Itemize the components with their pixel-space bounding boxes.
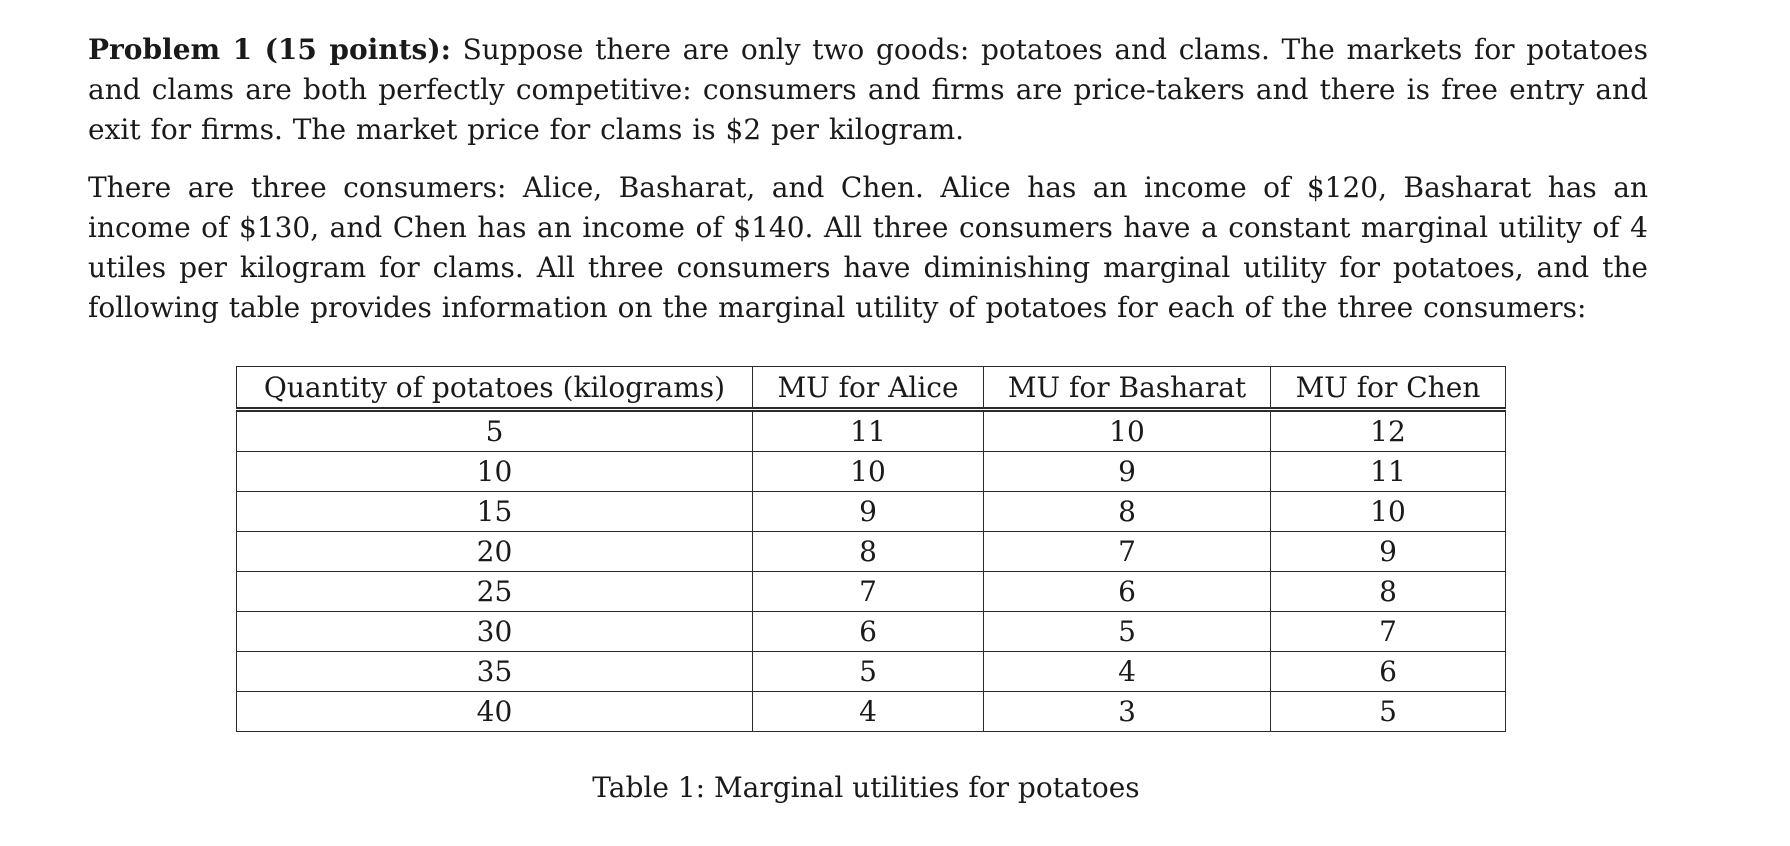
- table-cell: 15: [237, 492, 753, 532]
- header-quantity: Quantity of potatoes (kilograms): [237, 367, 753, 410]
- table-row: [237, 452, 1506, 492]
- table-cell: 8: [984, 492, 1271, 532]
- header-mu-alice: MU for Alice: [753, 367, 984, 410]
- header-mu-basharat: MU for Basharat: [984, 367, 1271, 410]
- table-cell: 12: [1271, 410, 1506, 452]
- table-caption: Table 1: Marginal utilities for potatoes: [592, 771, 1140, 804]
- table-cell: 10: [753, 452, 984, 492]
- table-cell: 11: [753, 410, 984, 452]
- problem-text: [88, 30, 1648, 346]
- table-cell: 10: [1271, 492, 1506, 532]
- table-cell: 6: [753, 612, 984, 652]
- table-cell: 25: [237, 572, 753, 612]
- marginal-utility-table: [236, 366, 1506, 732]
- table-cell: 3: [984, 692, 1271, 732]
- table-row: [237, 652, 1506, 692]
- table-cell: 10: [984, 410, 1271, 452]
- table-cell: 35: [237, 652, 753, 692]
- table-cell: 4: [984, 652, 1271, 692]
- table-cell: 20: [237, 532, 753, 572]
- table-cell: 9: [1271, 532, 1506, 572]
- table-cell: 5: [237, 410, 753, 452]
- table-cell: 6: [984, 572, 1271, 612]
- table-cell: 9: [984, 452, 1271, 492]
- table-cell: 7: [984, 532, 1271, 572]
- table-cell: 5: [1271, 692, 1506, 732]
- table-cell: 40: [237, 692, 753, 732]
- table-row: [237, 692, 1506, 732]
- intro-text: Suppose there are only two goods: potatoes and clams. The markets for potatoes and clams are both perfectly competitive: consumers and firms are price-takers and there is free entry and exit for firms. The market price for clams is $2 per kilogram.: [88, 33, 1648, 146]
- table-cell: 11: [1271, 452, 1506, 492]
- table-cell: 8: [753, 532, 984, 572]
- intro-paragraph: [88, 30, 1648, 150]
- table-body: [237, 410, 1506, 732]
- table-cell: 5: [753, 652, 984, 692]
- table-cell: 7: [1271, 612, 1506, 652]
- table-header-row: [237, 367, 1506, 410]
- table-row: [237, 532, 1506, 572]
- table-container: [236, 366, 1506, 804]
- table-cell: 8: [1271, 572, 1506, 612]
- table-row: [237, 492, 1506, 532]
- header-mu-chen: MU for Chen: [1271, 367, 1506, 410]
- table-cell: 30: [237, 612, 753, 652]
- table-cell: 4: [753, 692, 984, 732]
- table-row: [237, 410, 1506, 452]
- table-cell: 5: [984, 612, 1271, 652]
- table-cell: 9: [753, 492, 984, 532]
- problem-heading: Problem 1 (15 points):: [88, 33, 451, 66]
- table-cell: 7: [753, 572, 984, 612]
- consumers-paragraph: There are three consumers: Alice, Basharat, and Chen. Alice has an income of $120, Basharat has an income of $130, and Chen has an income of $140. All three consumers have a constant marginal utility of 4 utiles per kilogram for clams. All three consumers have diminishing marginal utility for potatoes, and the following table provides information on the marginal utility of potatoes for each of the three consumers:: [88, 171, 1648, 324]
- table-row: [237, 612, 1506, 652]
- table-cell: 6: [1271, 652, 1506, 692]
- table-cell: 10: [237, 452, 753, 492]
- table-row: [237, 572, 1506, 612]
